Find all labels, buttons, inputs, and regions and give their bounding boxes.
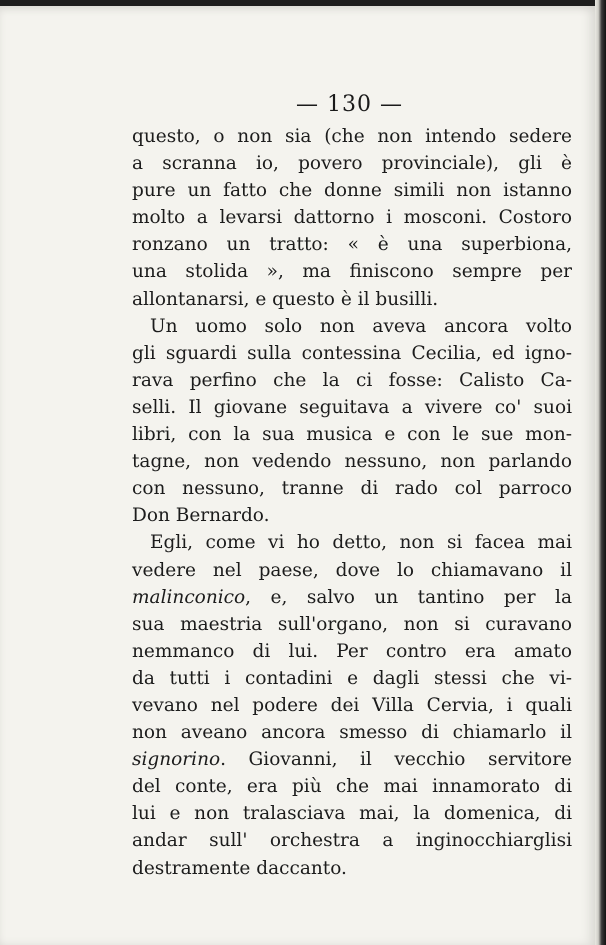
text-line-21: da tutti i contadini e dagli stessi che vi-: [132, 667, 572, 689]
italic-word-signorino: signorino: [132, 749, 221, 771]
text-line-24-rest: . Giovanni, il vecchio servitore: [220, 749, 572, 771]
text-line-18: [132, 584, 572, 611]
text-line-3: pure un fatto che donne simili non istanno: [132, 180, 572, 202]
text-line-22: vevano nel podere dei Villa Cervia, i quali: [132, 694, 572, 716]
text-line-10: rava perfino che la ci fosse: Calisto Ca-: [132, 369, 572, 391]
page-edge-shadow: [595, 0, 606, 945]
page-number: [0, 90, 595, 120]
text-line-8: Un uomo solo non aveva ancora volto: [150, 315, 572, 337]
text-line-1: questo, o non sia (che non intendo sedere: [132, 126, 572, 147]
text-line-24: [132, 746, 572, 773]
italic-word-malinconico: malinconico: [132, 586, 246, 608]
text-line-11: selli. Il giovane seguitava a vivere co' suoi: [132, 396, 572, 418]
text-line-15: Don Bernardo.: [132, 505, 270, 527]
text-line-9: gli sguardi sulla contessina Cecilia, ed igno-: [132, 342, 572, 364]
text-line-2: a scranna io, povero provinciale), gli è: [132, 153, 572, 175]
text-line-19: sua maestria sull'organo, non si curavano: [132, 613, 572, 635]
text-line-28: destramente daccanto.: [132, 857, 347, 879]
text-line-23: non aveano ancora smesso di chiamarlo il: [132, 722, 572, 744]
page-number-text: — 130 —: [296, 92, 403, 117]
text-line-27: andar sull' orchestra a inginocchiarglisi: [132, 830, 572, 852]
book-page: [0, 6, 595, 945]
text-line-26: lui e non tralasciava mai, la domenica, di: [132, 803, 572, 825]
text-line-20: nemmanco di lui. Per contro era amato: [132, 640, 572, 662]
text-line-18-rest: , e, salvo un tantino per la: [245, 586, 572, 608]
text-line-14: con nessuno, tranne di rado col parroco: [132, 478, 572, 500]
text-line-4: molto a levarsi dattorno i mosconi. Costoro: [132, 207, 572, 229]
text-line-6: una stolida », ma finiscono sempre per: [132, 261, 572, 283]
text-line-12: libri, con la sua musica e con le sue mon-: [132, 424, 572, 446]
text-line-17: vedere nel paese, dove lo chiamavano il: [132, 559, 572, 581]
text-line-7: allontanarsi, e questo è il busilli.: [132, 288, 439, 310]
text-line-5: ronzano un tratto: « è una superbiona,: [132, 234, 572, 256]
page-body: [132, 123, 572, 882]
text-line-16: Egli, come vi ho detto, non si facea mai: [150, 532, 572, 554]
text-line-13: tagne, non vedendo nessuno, non parlando: [132, 451, 572, 473]
text-line-25: del conte, era più che mai innamorato di: [132, 776, 572, 798]
